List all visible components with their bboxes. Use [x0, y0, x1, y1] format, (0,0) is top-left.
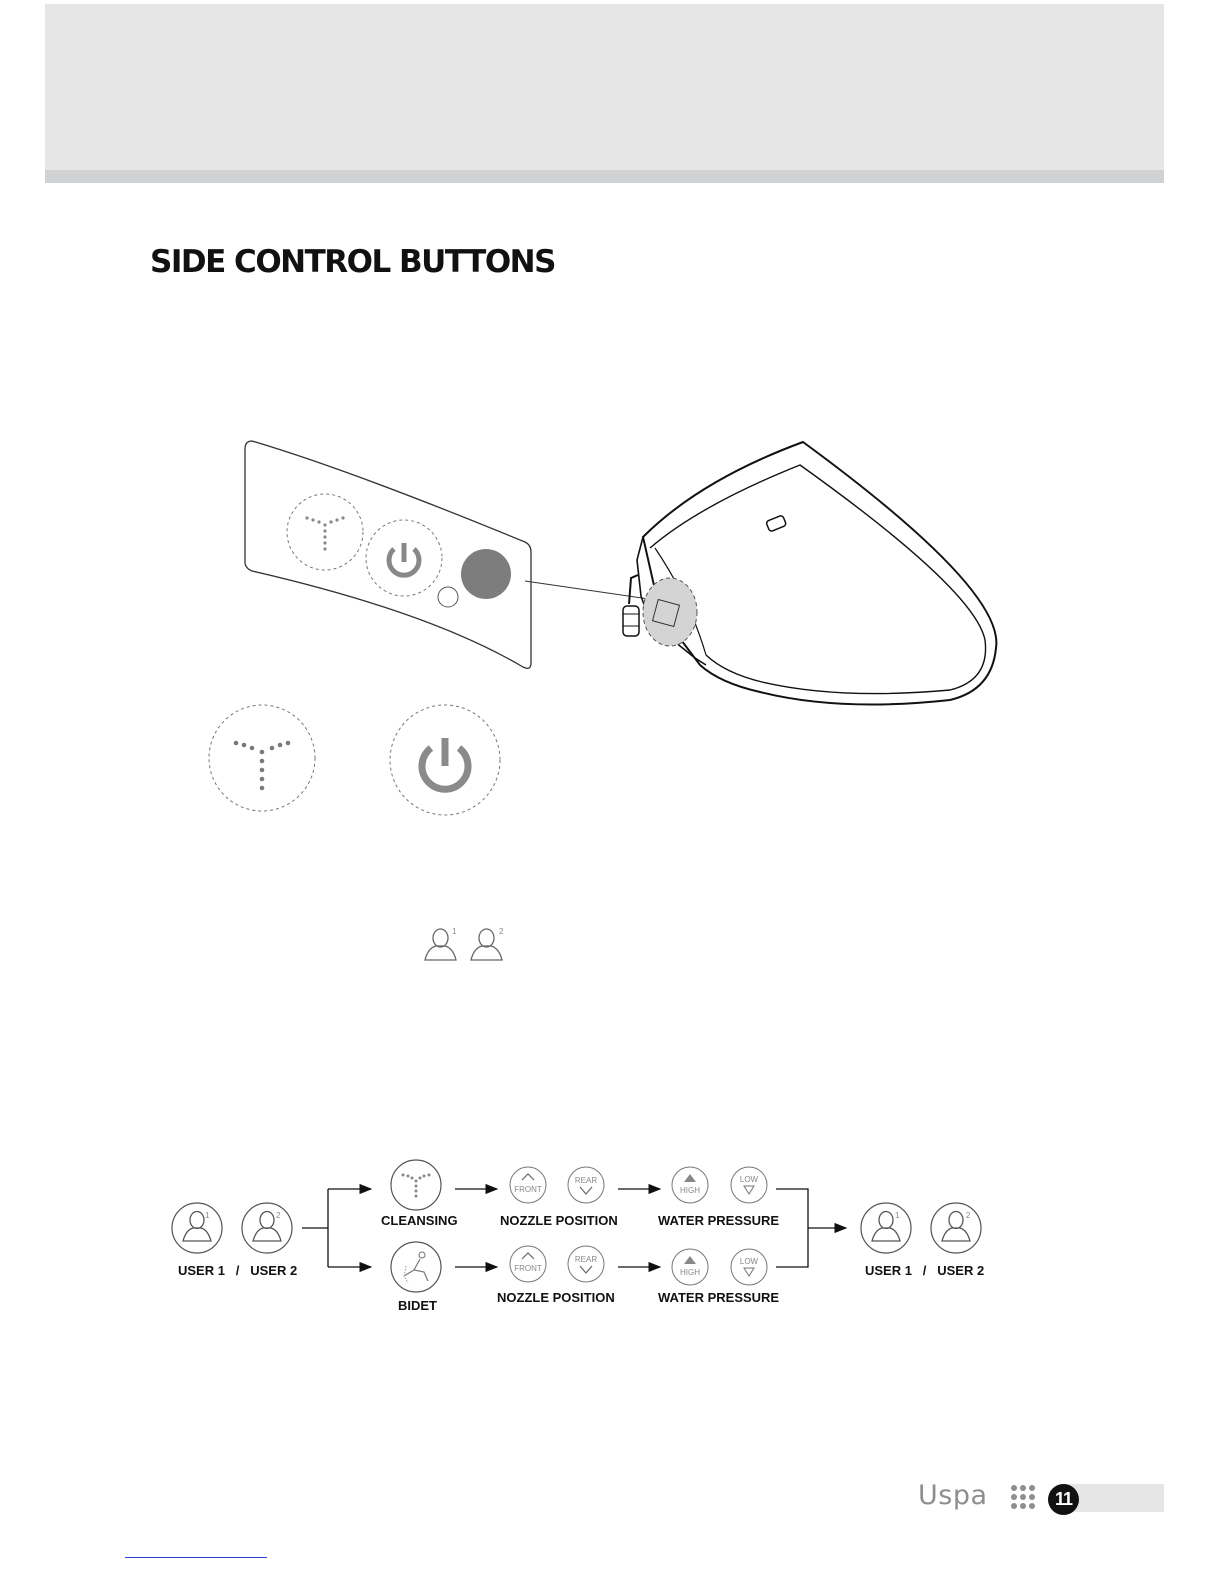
user-2-icon: [471, 929, 502, 960]
flow-high-button-bottom[interactable]: [672, 1249, 708, 1285]
large-cleansing-icon: [209, 705, 315, 811]
svg-text:2: 2: [499, 927, 504, 936]
page-number: 11: [1048, 1484, 1079, 1515]
leader-line: [525, 581, 656, 600]
flow-nozzle-label-bottom: NOZZLE POSITION: [497, 1290, 615, 1305]
svg-text:REAR: REAR: [574, 1176, 598, 1185]
svg-text:HIGH: HIGH: [680, 1186, 700, 1195]
flow-cleansing-label: CLEANSING: [381, 1213, 458, 1228]
flow-pressure-label-bottom: WATER PRESSURE: [658, 1290, 780, 1305]
flow-low-button-bottom[interactable]: [731, 1249, 767, 1285]
flow-cleansing-button[interactable]: [391, 1160, 441, 1210]
svg-text:FRONT: FRONT: [514, 1185, 542, 1194]
svg-text:LOW: LOW: [739, 1175, 759, 1184]
toilet-seat-drawing: [623, 442, 996, 705]
flow-high-button-top[interactable]: [672, 1167, 708, 1203]
svg-text:1: 1: [452, 927, 457, 936]
flow-nozzle-label-top: NOZZLE POSITION: [500, 1213, 618, 1228]
bottom-link-underline[interactable]: [125, 1557, 267, 1558]
flow-rear-button-top[interactable]: [568, 1167, 604, 1203]
svg-text:REAR: REAR: [574, 1255, 598, 1264]
user-icons-pair: [425, 927, 504, 960]
footer-bar: [1066, 1484, 1164, 1512]
svg-text:2: 2: [276, 1211, 281, 1220]
brand-dots-icon: [1011, 1485, 1035, 1509]
svg-text:LOW: LOW: [739, 1257, 759, 1266]
svg-text:HIGH: HIGH: [680, 1268, 700, 1277]
flow-front-button-bottom[interactable]: [510, 1246, 546, 1282]
svg-text:2: 2: [966, 1211, 971, 1220]
flow-end-user-2-button[interactable]: [931, 1203, 981, 1253]
svg-text:1: 1: [895, 1211, 900, 1220]
flow-front-button-top[interactable]: [510, 1167, 546, 1203]
flow-start-user-2-button[interactable]: [242, 1203, 292, 1253]
flow-pressure-label-top: WATER PRESSURE: [658, 1213, 780, 1228]
flow-bidet-label: BIDET: [398, 1298, 437, 1313]
flow-low-button-top[interactable]: [731, 1167, 767, 1203]
flow-bidet-button[interactable]: [391, 1242, 441, 1292]
flow-start-user-1-button[interactable]: [172, 1203, 222, 1253]
svg-text:FRONT: FRONT: [514, 1264, 542, 1273]
svg-text:1: 1: [205, 1211, 210, 1220]
panel-round-button[interactable]: [461, 549, 511, 599]
flow-start-label: USER 1 / USER 2: [178, 1263, 298, 1278]
flow-end-user-1-button[interactable]: [861, 1203, 911, 1253]
large-power-icon: [390, 705, 500, 815]
page-title: SIDE CONTROL BUTTONS: [150, 244, 555, 280]
panel-indicator-light: [438, 587, 458, 607]
flow-end-label: USER 1 / USER 2: [865, 1263, 985, 1278]
flow-diagram: [172, 1160, 984, 1313]
flow-rear-button-bottom[interactable]: [568, 1246, 604, 1282]
brand-logo-text: Uspa: [918, 1480, 988, 1511]
side-panel-closeup: [245, 441, 656, 668]
